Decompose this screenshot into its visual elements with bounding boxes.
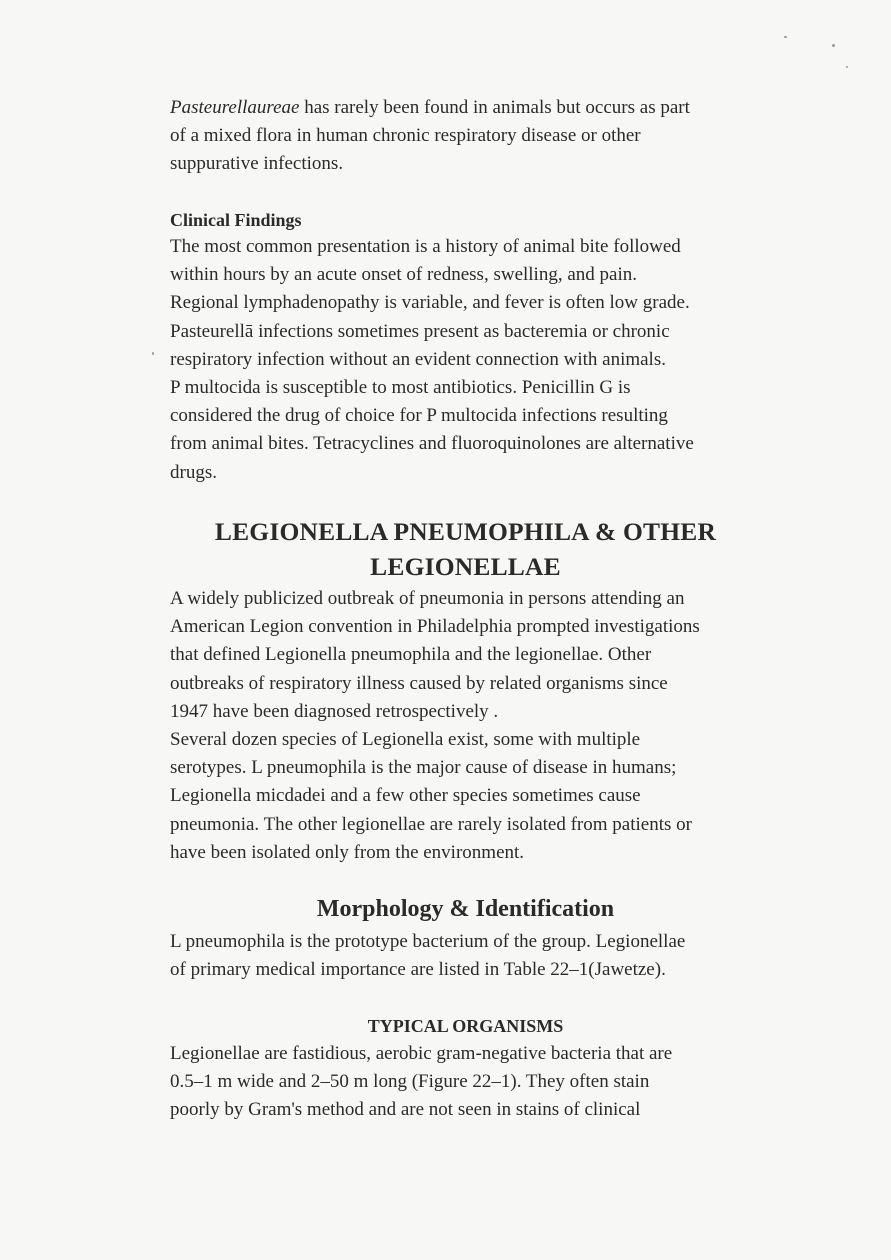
paragraph-line: P multocida is susceptible to most antibiotics. Penicillin G is xyxy=(170,377,631,399)
morphology-paragraph xyxy=(170,928,770,984)
genus-name: Pasteurellaureae xyxy=(170,97,300,118)
paragraph-line: Several dozen species of Legionella exist, some with multiple xyxy=(170,729,641,751)
paragraph-line: Regional lymphadenopathy is variable, and fever is often low grade. xyxy=(170,292,690,314)
paragraph-line: 0.5–1 m wide and 2–50 m long (Figure 22–1). They often stain xyxy=(170,1071,650,1093)
legionella-heading-line1: LEGIONELLA PNEUMOPHILA & OTHER xyxy=(214,517,717,546)
morphology-heading: Morphology & Identification xyxy=(316,896,615,922)
paragraph-line: L pneumophila is the prototype bacterium of the group. Legionellae xyxy=(170,931,686,952)
typical-organisms-heading: TYPICAL ORGANISMS xyxy=(367,1016,564,1036)
paragraph-line: The most common presentation is a history of animal bite followed xyxy=(170,236,681,257)
clinical-findings-paragraph xyxy=(170,233,770,487)
scan-speck xyxy=(846,66,848,68)
paragraph-line: have been isolated only from the environment. xyxy=(170,841,525,863)
paragraph-line: poorly by Gram's method and are not seen in stains of clinical xyxy=(170,1099,641,1121)
paragraph-line: American Legion convention in Philadelphia prompted investigations xyxy=(170,616,700,638)
paragraph-line: of primary medical importance are listed in Table 22–1(Jawetze). xyxy=(170,959,666,981)
scan-speck xyxy=(784,36,787,38)
paragraph-line: serotypes. L pneumophila is the major cause of disease in humans; xyxy=(170,757,677,779)
paragraph-line: pneumonia. The other legionellae are rarely isolated from patients or xyxy=(170,813,692,835)
intro-line: Pasteurellaureae has rarely been found in animals but occurs as part xyxy=(170,97,690,118)
paragraph-line: from animal bites. Tetracyclines and fluoroquinolones are alternative xyxy=(170,433,694,455)
paragraph-line: drugs. xyxy=(170,461,217,483)
paragraph-line: respiratory infection without an evident connection with animals. xyxy=(170,348,666,370)
paragraph-line: that defined Legionella pneumophila and the legionellae. Other xyxy=(170,644,652,666)
intro-line: of a mixed flora in human chronic respiratory disease or other xyxy=(170,125,641,147)
paragraph-line: outbreaks of respiratory illness caused by related organisms since xyxy=(170,672,668,694)
paragraph-line: within hours by an acute onset of redness, swelling, and pain. xyxy=(170,264,637,286)
scan-speck xyxy=(832,44,835,47)
scan-speck xyxy=(152,352,154,355)
typical-organisms-paragraph xyxy=(170,1040,770,1125)
intro-paragraph xyxy=(170,94,770,179)
paragraph-line: Pasteurellā infections sometimes present as bacteremia or chronic xyxy=(170,320,670,342)
paragraph-line: Legionella micdadei and a few other species sometimes cause xyxy=(170,785,641,807)
legionella-heading-line2: LEGIONELLAE xyxy=(370,552,561,581)
paragraph-line: 1947 have been diagnosed retrospectively . xyxy=(170,700,499,722)
clinical-findings-heading: Clinical Findings xyxy=(170,210,302,230)
paragraph-line: A widely publicized outbreak of pneumonia in persons attending an xyxy=(170,588,685,609)
paragraph-line: considered the drug of choice for P multocida infections resulting xyxy=(170,405,668,427)
paragraph-line: Legionellae are fastidious, aerobic gram-negative bacteria that are xyxy=(170,1043,673,1064)
intro-line: suppurative infections. xyxy=(170,153,344,175)
legionella-paragraph xyxy=(170,585,770,867)
